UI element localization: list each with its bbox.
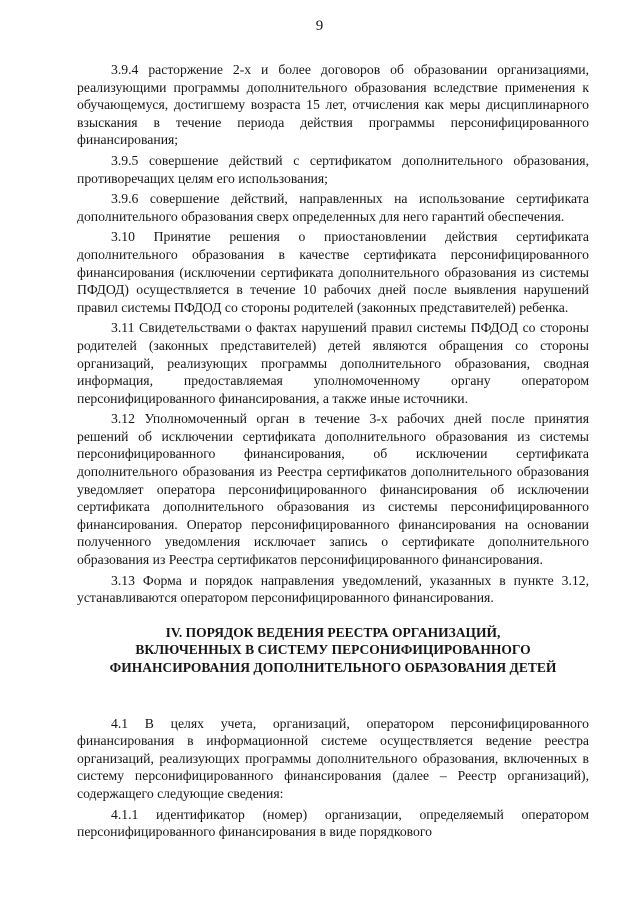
document-body: [77, 61, 589, 844]
page-number: 9: [315, 18, 324, 34]
section-heading-line: ВКЛЮЧЕННЫХ В СИСТЕМУ ПЕРСОНИФИЦИРОВАННОГО: [135, 642, 531, 658]
paragraph-3-9-6: 3.9.6 совершение действий, направленных на использование сертификата дополнительного образования сверх определенных для него гарантий обеспечения.: [77, 191, 589, 224]
paragraph-3-12: 3.12 Уполномоченный орган в течение 3-х рабочих дней после принятия решений об исключении сертификата дополнительного образования из системы персонифицированного финансирования, об исключении сертификата дополнительного образования из Реестра сертификатов дополнительного образования уведомляет оператора персонифицированного финансирования об исключении сертификата дополнительного образования из системы персонифицированного финансирования. Оператор персонифицированного финансирования на основании полученного уведомления исключает запись о сертификате дополнительного образования из Реестра сертификатов персонифицированного финансирования.: [77, 411, 589, 568]
paragraph-3-9-4: 3.9.4 расторжение 2-х и более договоров об образовании организациями, реализующими программы дополнительного образования вследствие применения к обучающемуся, достигшему возраста 15 лет, отчисления как меры дисциплинарного взыскания в течение периода действия программы персонифицированного финансирования;: [77, 62, 589, 148]
paragraph-3-9-5: 3.9.5 совершение действий с сертификатом дополнительного образования, противоречащих целям его использования;: [77, 152, 589, 186]
section-spacer: [77, 677, 589, 715]
section-heading-line: ФИНАНСИРОВАНИЯ ДОПОЛНИТЕЛЬНОГО ОБРАЗОВАНИЯ ДЕТЕЙ: [109, 660, 557, 675]
section-heading: [77, 624, 589, 677]
paragraph-4-1-1: 4.1.1 идентификатор (номер) организации, определяемый оператором персонифицированного финансирования в виде порядкового: [77, 806, 589, 840]
section-heading-line: IV. ПОРЯДОК ВЕДЕНИЯ РЕЕСТРА ОРГАНИЗАЦИЙ,: [165, 624, 501, 640]
paragraph-3-13: 3.13 Форма и порядок направления уведомлений, указанных в пункте 3.12, устанавливаются оператором персонифицированного финансирования.: [77, 572, 589, 606]
paragraph-4-1: 4.1 В целях учета, организаций, оператором персонифицированного финансирования в информационной системе осуществляется ведение реестра организаций, реализующих программы дополнительного образования, включенных в систему персонифицированного финансирования (далее – Реестр организаций), содержащего следующие сведения:: [77, 715, 589, 801]
paragraph-3-10: 3.10 Принятие решения о приостановлении действия сертификата дополнительного образования в качестве сертификата персонифицированного финансирования (исключении сертификата дополнительного образования из системы ПФДОД) осуществляется в течение 10 рабочих дней после выявления нарушений правил системы ПФДОД со стороны родителей (законных представителей) ребенка.: [77, 229, 589, 315]
paragraph-3-11: 3.11 Свидетельствами о фактах нарушений правил системы ПФДОД со стороны родителей (законных представителей) детей являются обращения со стороны организаций, реализующих программы дополнительного образования, сводная информация, предоставляемая уполномоченному органу оператором персонифицированного финансирования, а также иные источники.: [77, 320, 589, 406]
